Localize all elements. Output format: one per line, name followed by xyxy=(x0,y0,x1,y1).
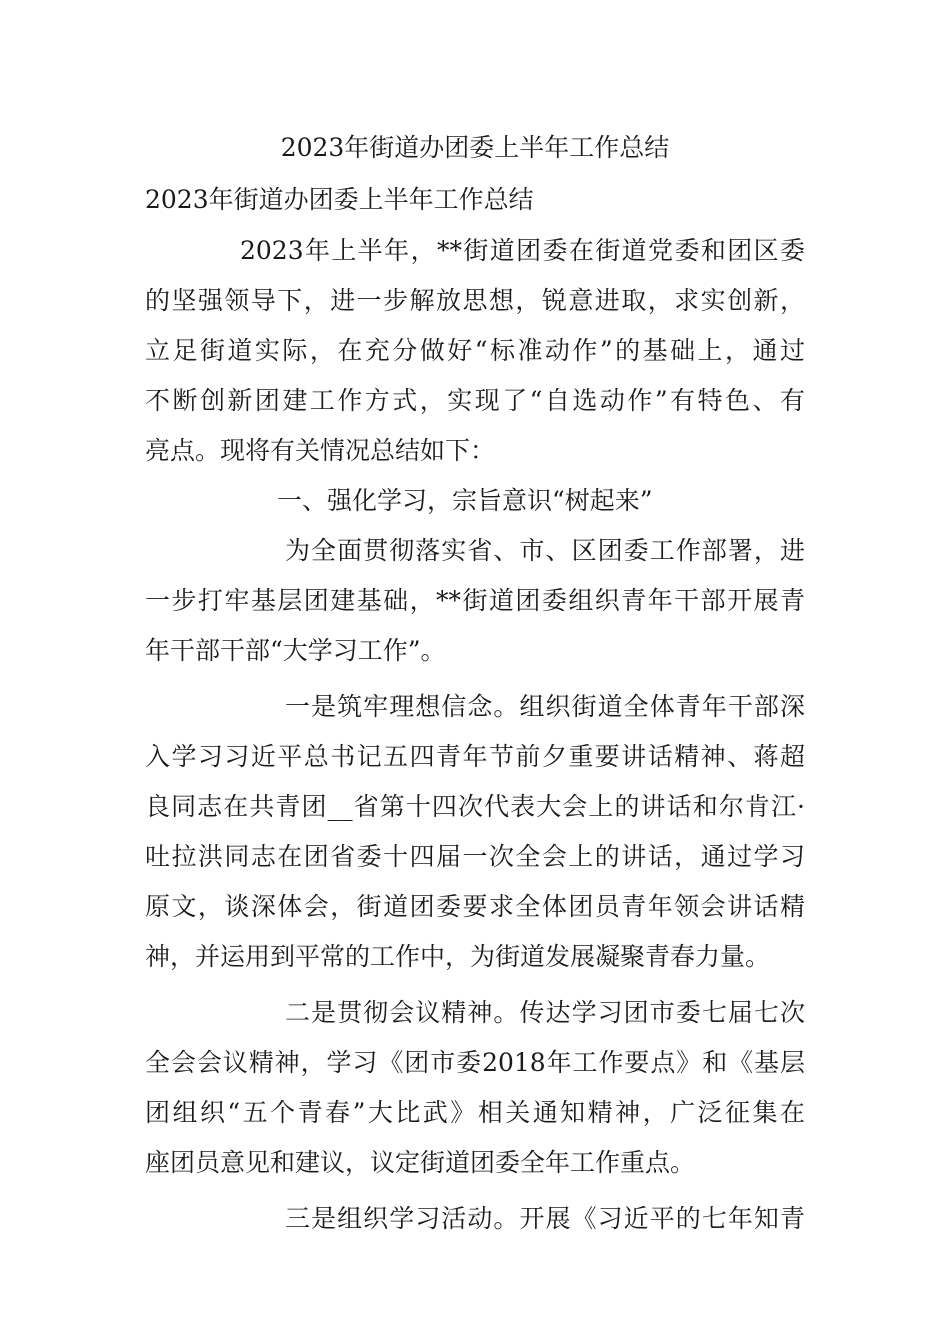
paragraph-point-three xyxy=(145,1197,805,1247)
text-line: 一步打牢基层团建基础，**街道团委组织青年干部开展青 xyxy=(145,586,805,615)
text-line: 亮点。现将有关情况总结如下： xyxy=(145,436,496,465)
paragraph-intro xyxy=(145,229,805,479)
text-line: 二是贯彻会议精神。传达学习团市委七届七次 xyxy=(285,998,805,1027)
paragraph-point-one xyxy=(145,685,805,985)
document-title: 2023年街道办团委上半年工作总结 xyxy=(280,133,670,162)
text-line: 入学习习近平总书记五四青年节前夕重要讲话精神、蒋超 xyxy=(145,742,805,771)
text-line: 良同志在共青团__省第十四次代表大会上的讲话和尔肯江· xyxy=(145,792,805,821)
text-line: 立足街道实际，在充分做好“标准动作”的基础上，通过 xyxy=(145,336,805,365)
text-line: 全会会议精神，学习《团市委2018年工作要点》和《基层 xyxy=(145,1048,805,1077)
text-line: 座团员意见和建议，议定街道团委全年工作重点。 xyxy=(145,1148,696,1177)
text-line: 一是筑牢理想信念。组织街道全体青年干部深 xyxy=(285,692,805,721)
paragraph-point-two xyxy=(145,991,805,1191)
section-heading xyxy=(145,479,805,529)
text-line: 的坚强领导下，进一步解放思想，锐意进取，求实创新， xyxy=(145,286,805,315)
heading-line: 一、强化学习，宗旨意识“树起来” xyxy=(277,486,653,515)
text-line: 团组织“五个青春”大比武》相关通知精神，广泛征集在 xyxy=(145,1098,805,1127)
text-line: 神，并运用到平常的工作中，为街道发展凝聚青春力量。 xyxy=(145,942,771,971)
text-line: 三是组织学习活动。开展《习近平的七年知青 xyxy=(285,1204,805,1233)
document-body xyxy=(145,229,805,1247)
text-line: 为全面贯彻落实省、市、区团委工作部署，进 xyxy=(285,536,805,565)
document-subtitle: 2023年街道办团委上半年工作总结 xyxy=(145,185,534,214)
text-line: 2023年上半年，**街道团委在街道党委和团区委 xyxy=(240,236,805,265)
text-line: 吐拉洪同志在团省委十四届一次全会上的讲话，通过学习 xyxy=(145,842,805,871)
text-line: 不断创新团建工作方式，实现了“自选动作”有特色、有 xyxy=(145,386,805,415)
text-line: 原文，谈深体会，街道团委要求全体团员青年领会讲话精 xyxy=(145,892,805,921)
text-line: 年干部干部“大学习工作”。 xyxy=(145,636,446,665)
paragraph-section-intro xyxy=(145,529,805,679)
